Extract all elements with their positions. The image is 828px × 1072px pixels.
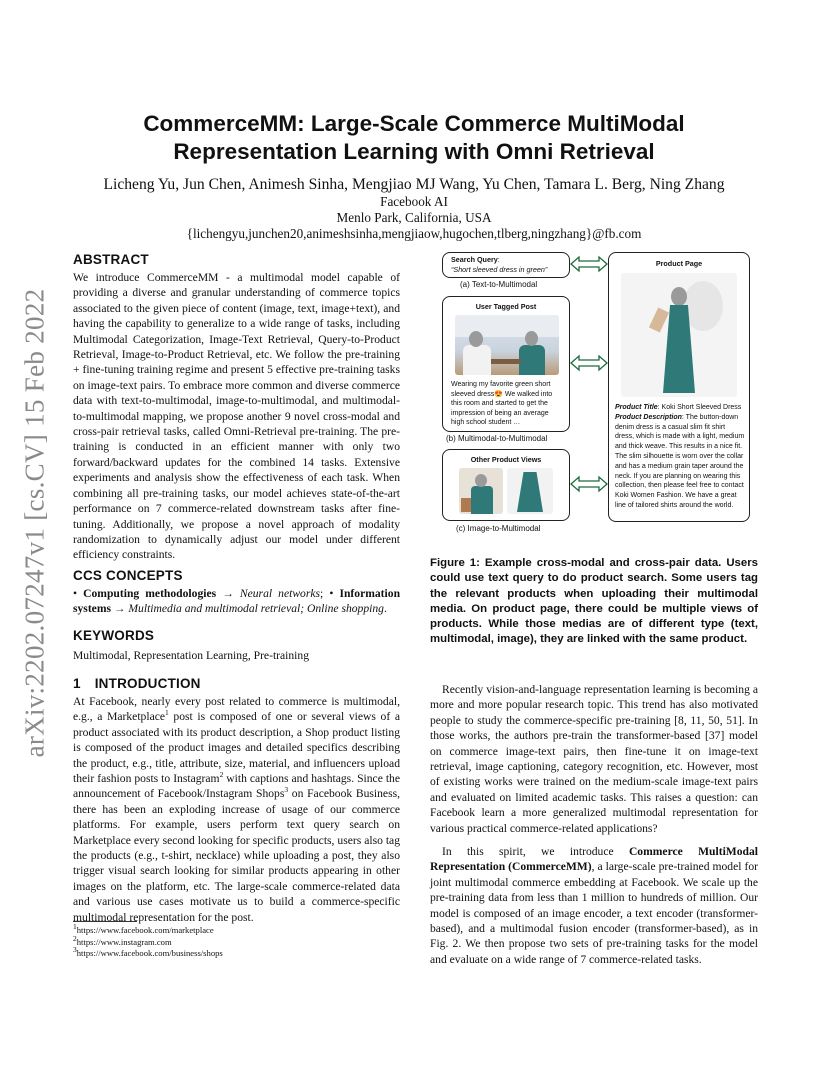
footnote-2: $^2$https://www.instagram.com xyxy=(73,933,172,947)
arxiv-identifier: arXiv:2202.07247v1 [cs.CV] 15 Feb 2022 xyxy=(19,288,50,758)
user-tagged-post-title: User Tagged Post xyxy=(475,302,537,311)
keywords-heading: KEYWORDS xyxy=(73,628,155,643)
user-post-photo xyxy=(455,315,559,375)
link-arrows xyxy=(568,248,610,548)
arrow-c-icon xyxy=(571,477,607,491)
footnote-1: $^1$https://www.facebook.com/marketplace xyxy=(73,922,214,935)
footnotes xyxy=(73,922,400,960)
abstract-text: We introduce CommerceMM - a multimodal model capable of providing a diverse and granular understanding of commerce topics associated to the given piece of content (image, text, image+text), and having the capability to generalize to a wide range of tasks, including Multimodal Categorization, Image-Text Retrieval, Query-to-Product Retrieval, Image-to-Product Retrieval, etc. We follow the pre-training + fine-tuning training regime and present 5 effective pre-training tasks on image-text pairs. To embrace more common and diverse commerce data with text-to-multimodal, image-to-multimodal, and multimodal-to-multimodal mapping, we propose another 9 novel cross-modal and cross-pair retrieval tasks, called Omni-Retrieval pre-training. The pre-training is conducted in an efficient manner with only two forward/backward updates for the combined 14 tasks. Extensive experiments and analysis show the effectiveness of each task. When combining all pre-training tasks, our model achieves state-of-the-art performance on 7 commerce-related downstream tasks after fine-tuning. Additionally, we propose a novel approach of modality randomization to dynamically adjust our model under different efficiency constraints. xyxy=(73,271,400,562)
figure-1 xyxy=(438,248,758,548)
title-line-1: CommerceMM: Large-Scale Commerce MultiModal xyxy=(143,111,685,136)
caption-b: (b) Multimodal-to-Multimodal xyxy=(446,434,548,443)
product-photo xyxy=(621,273,737,397)
keywords-text: Multimodal, Representation Learning, Pre-training xyxy=(73,649,310,662)
user-post-text: Wearing my favorite green short sleeved dress😍 We walked into this room and started to get the impression of being an average high school student … xyxy=(451,381,553,427)
product-page-title: Product Page xyxy=(655,259,703,268)
author-list: Licheng Yu, Jun Chen, Animesh Sinha, Mengjiao MJ Wang, Yu Chen, Tamara L. Berg, Ning Zhang xyxy=(103,176,725,193)
user-tagged-post-box xyxy=(442,296,570,432)
footnote-rule xyxy=(73,921,137,922)
affiliation: Facebook AI xyxy=(380,194,448,209)
right-paragraph-1: Recently vision-and-language representation learning is becoming a more and more popular research topic. This trend has also motivated people to study the commerce-specific pre-training [8, 11, 50, 51]. In those works, the authors pre-train the transformer-based [37] model on commerce image-text pairs, then fine-tune it on image-text retrieval, image captioning, category recognition, etc. However, most of existing works were trained on the medium-scale image-text pairs and evaluated on limited academic tasks. This raises a question: can Facebook learn a more generalized multimodal representation for various practical commerce-related applications? xyxy=(430,683,758,835)
other-product-views-box xyxy=(442,449,570,521)
product-info-text: Product Title: Koki Short Sleeved Dress Product Description: The button-down denim dress is a casual slim fit shirt dress, which is made with a light, medium and thick weave. This results in a nice fit. The slim silhouette is worn over the collar and has a medium grain taper around the neck. If you are planning on wearing this collection, then please feel free to contact Koki Women Fashion. We have a great line of tailored shirts around the world. xyxy=(615,404,745,509)
search-query-box: Search Query: “Short sleeved dress in green” xyxy=(442,252,570,278)
arrow-a-icon xyxy=(571,257,607,271)
right-paragraph-2: In this spirit, we introduce Commerce MultiModal Representation (CommerceMM), a large-scale pre-trained model for joint multimodal commerce embedding at Facebook. We scale up the pre-training data from less than 1 million to hundreds of million. Our model is composed of an image encoder, a text encoder (transformer-based), and a multimodal fusion encoder (transformer-based), as in Fig. 2. We then propose two sets of pre-training tasks for the model and evaluate on a wide range of 7 commerce-related tasks. xyxy=(430,845,758,966)
abstract-heading: ABSTRACT xyxy=(73,252,149,267)
title-line-2: Representation Learning with Omni Retrieval xyxy=(173,139,655,164)
email-list: {lichengyu,junchen20,animeshsinha,mengjiaow,hugochen,tlberg,ningzhang}@fb.com xyxy=(186,226,642,241)
figure-1-caption: Figure 1: Example cross-modal and cross-pair data. Users could use text query to do product search. Some users tag the relevant products when uploading their multimodal media. On product page, there could be multiple views of products. While those medias are of different type (text, multimodal, image), they are linked with the same product. xyxy=(430,557,758,646)
intro-paragraph: At Facebook, nearly every post related to commerce is multimodal, e.g., a Marketplace$^1$ post is composed of one or several views of a product associated with its product description, a Shop product listing is composed of the product images and detailed specifics describing the product, e.g., title, attribute, size, material, and influencers upload their fashion posts to Instagram$^2$ with captions and hashtags. Since the announcement of Facebook/Instagram Shops$^3$ on Facebook Business, there has been an exploding increase of usage of our commerce platforms. For example, users perform text query search on Marketplace every second looking for specific products, users also tag the products (e.g., t-shirt, necklace) while uploading a post, they also trigger visual search looking for similar products appearing in other images on the platform, etc. The large-scale commerce-related data and various use cases motivate us to build a commerce-specific multimodal representation for the post. xyxy=(73,695,401,924)
ccs-text: • Computing methodologies → Neural networks; • Information systems → Multimedia and multimodal retrieval; Online shopping. xyxy=(73,587,401,616)
product-view-photo-2 xyxy=(507,468,553,514)
caption-a: (a) Text-to-Multimodal xyxy=(460,280,538,289)
location: Menlo Park, California, USA xyxy=(336,210,492,225)
intro-heading: 1 INTRODUCTION xyxy=(73,676,201,691)
product-view-photo-1 xyxy=(459,468,503,514)
caption-c: (c) Image-to-Multimodal xyxy=(456,524,541,533)
paper-title xyxy=(70,110,758,166)
ccs-heading: CCS CONCEPTS xyxy=(73,568,183,583)
arrow-b-icon xyxy=(571,356,607,370)
footnote-3: $^3$https://www.facebook.com/business/shops xyxy=(73,945,223,959)
other-views-title: Other Product Views xyxy=(470,455,542,464)
search-query-text: “Short sleeved dress in green” xyxy=(451,265,548,274)
product-page-box xyxy=(608,252,750,522)
